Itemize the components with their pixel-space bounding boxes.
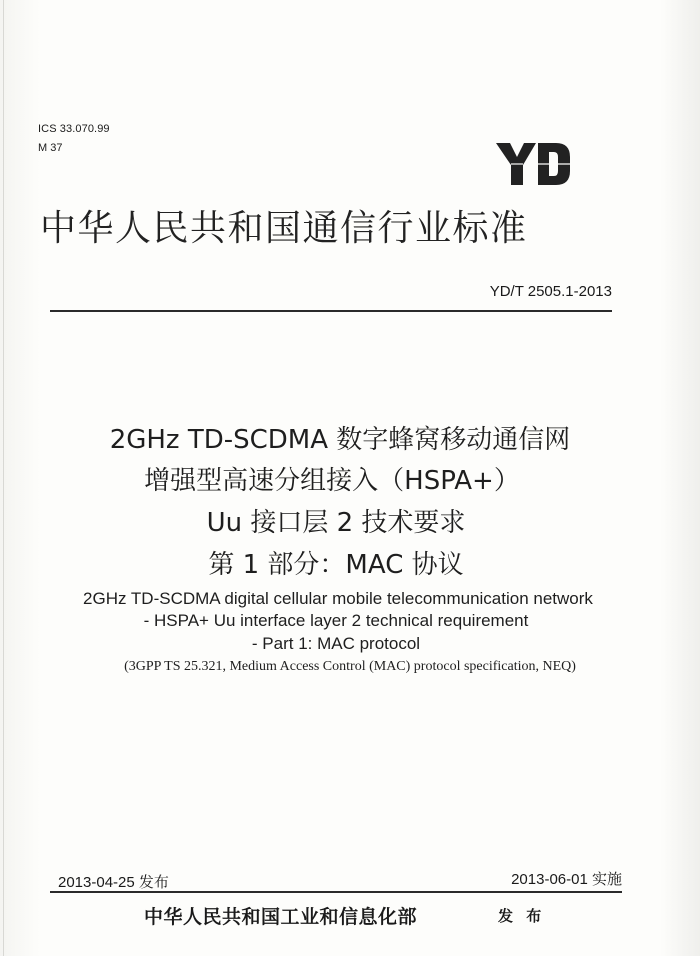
yd-logo: [494, 141, 572, 187]
publisher: 中华人民共和国工业和信息化部: [144, 906, 418, 928]
adoption-note: (3GPP TS 25.321, Medium Access Control (MAC) protocol specification, NEQ): [124, 659, 576, 674]
cn-title-line-4: 第 1 部分：MAC 协议: [208, 550, 464, 580]
cn-title-line-1: 2GHz TD-SCDMA 数字蜂窝移动通信网: [109, 425, 571, 455]
publish-verb: 发 布: [498, 907, 546, 925]
header-divider: [50, 310, 612, 312]
implementation-date: 2013-06-01 实施: [511, 871, 622, 888]
standard-number: YD/T 2505.1-2013: [489, 283, 612, 300]
en-title-line-3: - Part 1: MAC protocol: [251, 634, 421, 653]
cn-title-line-2: 增强型高速分组接入（HSPA+）: [144, 466, 520, 496]
en-title-line-2: - HSPA+ Uu interface layer 2 technical requirement: [143, 611, 529, 630]
ics-code: ICS 33.070.99: [38, 123, 110, 135]
category-title: 中华人民共和国通信行业标准: [40, 208, 528, 249]
classification-code: M 37: [38, 142, 63, 154]
cn-title-line-3: Uu 接口层 2 技术要求: [206, 508, 466, 538]
footer-divider: [50, 891, 622, 893]
issue-date: 2013-04-25 发布: [58, 874, 169, 891]
en-title-line-1: 2GHz TD-SCDMA digital cellular mobile telecommunication network: [83, 589, 593, 608]
